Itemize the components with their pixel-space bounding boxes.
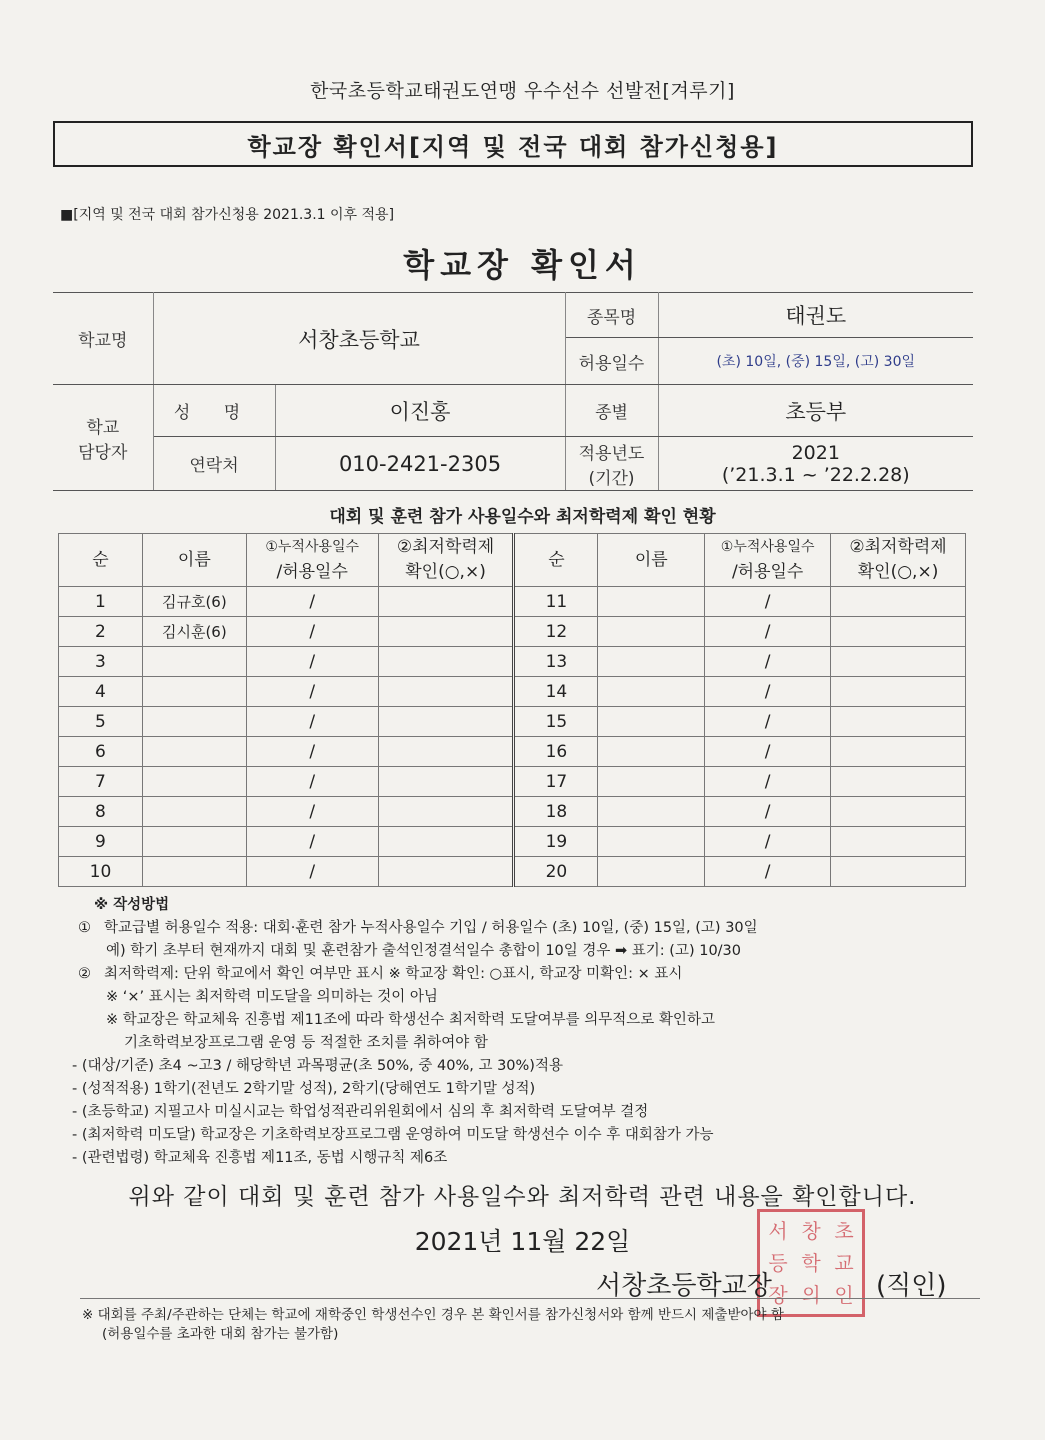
row-name [598, 767, 705, 797]
detail-5: - (관련법령) 학교체육 진흥법 제11조, 동법 시행규칙 제6조 [72, 1150, 448, 1166]
row-no: 3 [59, 647, 143, 677]
method-1: 학교급별 허용일수 적용: 대회·훈련 참가 누적사용일수 기입 / 허용일수 (초) 10일, (중) 15일, (고) 30일 [104, 920, 758, 936]
row-check [378, 737, 514, 767]
col-name: 이름 [142, 534, 246, 587]
row-check [831, 737, 966, 767]
row-days: / [705, 737, 831, 767]
seal-label: (직인) [876, 1271, 947, 1301]
row-name [142, 677, 246, 707]
row-days: / [246, 617, 378, 647]
seal-glyph: 초 [834, 1219, 854, 1243]
form-title-box: 학교장 확인서[지역 및 전국 대회 참가신청용] [53, 121, 973, 167]
row-name [598, 617, 705, 647]
row-days: / [246, 677, 378, 707]
row-no: 12 [514, 617, 598, 647]
col-days-2: /허용일수 [276, 562, 348, 582]
row-name [598, 797, 705, 827]
row-days: / [705, 707, 831, 737]
row-days: / [705, 767, 831, 797]
row-no: 8 [59, 797, 143, 827]
row-check [831, 827, 966, 857]
year-label-2: (기간) [588, 468, 635, 489]
row-no: 14 [514, 677, 598, 707]
row-days: / [705, 617, 831, 647]
document-title: 학교장 확인서 [403, 246, 642, 284]
school-value: 서창초등학교 [153, 293, 565, 385]
row-name: 김규호(6) [142, 587, 246, 617]
detail-1: - (대상/기준) 초4 ~고3 / 해당학년 과목평균(초 50%, 중 40%, 고 30%)적용 [72, 1058, 563, 1074]
row-no: 18 [514, 797, 598, 827]
row-check [378, 857, 514, 887]
seal-glyph: 등 [768, 1251, 788, 1275]
manager-label-1: 학교 [86, 417, 120, 438]
row-no: 9 [59, 827, 143, 857]
col-check-b [831, 534, 966, 587]
row-no: 17 [514, 767, 598, 797]
manager-label [53, 385, 153, 491]
row-days: / [705, 647, 831, 677]
method-1-mark: ① [78, 920, 91, 936]
row-days: / [705, 587, 831, 617]
seal-glyph: 학 [801, 1251, 821, 1275]
footer-divider [80, 1298, 980, 1299]
col-check [378, 534, 514, 587]
row-days: / [246, 797, 378, 827]
table-row [59, 797, 966, 827]
table-row [59, 617, 966, 647]
row-check [378, 677, 514, 707]
row-check [378, 587, 514, 617]
row-check [831, 857, 966, 887]
contact-value: 010-2421-2305 [275, 437, 565, 491]
allowed-days-label: 허용일수 [565, 338, 658, 385]
col-no: 순 [59, 534, 143, 587]
row-check [831, 767, 966, 797]
row-check [831, 707, 966, 737]
principal-name: 서창초등학교장 [596, 1271, 772, 1301]
row-no: 11 [514, 587, 598, 617]
col-days [246, 534, 378, 587]
row-no: 20 [514, 857, 598, 887]
row-name [142, 857, 246, 887]
contact-label: 연락처 [153, 437, 275, 491]
row-name [142, 737, 246, 767]
detail-3: - (초등학교) 지필고사 미실시교는 학업성적관리위원회에서 심의 후 최저학력 도달여부 결정 [72, 1104, 649, 1120]
row-no: 4 [59, 677, 143, 707]
method-2-note-b2: 기초학력보장프로그램 운영 등 적절한 조치를 취하여야 함 [124, 1035, 488, 1051]
footer-line-2: (허용일수를 초과한 대회 참가는 불가함) [102, 1326, 339, 1342]
table-row [59, 737, 966, 767]
row-days: / [246, 737, 378, 767]
method-2-note-b: ※ 학교장은 학교체육 진흥법 제11조에 따라 학생선수 최저학력 도달여부를 의무적으로 확인하고 [106, 1012, 715, 1028]
roster-table [58, 533, 966, 887]
year-label-1: 적용년도 [578, 443, 645, 464]
issue-date: 2021년 11월 22일 [414, 1227, 631, 1256]
footer-note [82, 1306, 972, 1344]
table-row [59, 767, 966, 797]
row-days: / [705, 797, 831, 827]
method-2: 최저학력제: 단위 학교에서 확인 여부만 표시 ※ 학교장 확인: ○표시, 학교장 미확인: × 표시 [104, 966, 683, 982]
organization-line: 한국초등학교태권도연맹 우수선수 선발전[겨루기] [310, 80, 735, 102]
row-check [831, 617, 966, 647]
roster-heading: 대회 및 훈련 참가 사용일수와 최저학력제 확인 현황 [329, 507, 716, 527]
row-name: 김시훈(6) [142, 617, 246, 647]
method-1-example: 예) 학기 초부터 현재까지 대회 및 훈련참가 출석인정결석일수 총합이 10일 경우 ➡ 표기: (고) 10/30 [106, 943, 742, 959]
official-seal [757, 1209, 865, 1317]
row-check [831, 677, 966, 707]
row-no: 16 [514, 737, 598, 767]
table-row [59, 857, 966, 887]
table-row [59, 647, 966, 677]
table-row [59, 677, 966, 707]
event-label: 종목명 [565, 293, 658, 338]
col-check-1: ②최저학력제 [396, 537, 495, 557]
row-days: / [246, 647, 378, 677]
row-name [142, 827, 246, 857]
row-check [378, 797, 514, 827]
detail-2: - (성적적용) 1학기(전년도 2학기말 성적), 2학기(당해연도 1학기말 성적) [72, 1081, 536, 1097]
row-check [378, 647, 514, 677]
row-no: 13 [514, 647, 598, 677]
seal-glyph: 인 [834, 1283, 854, 1307]
row-check [378, 827, 514, 857]
row-days: / [246, 827, 378, 857]
year-value-cell [658, 437, 973, 491]
row-name [598, 647, 705, 677]
row-name [142, 767, 246, 797]
row-name [142, 707, 246, 737]
row-days: / [246, 857, 378, 887]
table-row [59, 587, 966, 617]
method-title: ※ 작성방법 [94, 897, 170, 913]
year-value: 2021 [791, 441, 840, 464]
row-days: / [705, 677, 831, 707]
row-name [598, 737, 705, 767]
seal-glyph: 의 [801, 1283, 821, 1307]
detail-4: - (최저학력 미도달) 학교장은 기초학력보장프로그램 운영하여 미도달 학생선수 이수 후 대회참가 가능 [72, 1127, 714, 1143]
row-name [598, 587, 705, 617]
table-row [59, 827, 966, 857]
col-no-2: 순 [514, 534, 598, 587]
row-name [598, 827, 705, 857]
col-days-1b: ①누적사용일수 [720, 539, 815, 555]
row-no: 15 [514, 707, 598, 737]
col-check-2: 확인(○,×) [405, 562, 486, 582]
row-check [378, 617, 514, 647]
row-name [598, 677, 705, 707]
row-check [378, 767, 514, 797]
seal-glyph: 장 [768, 1283, 788, 1307]
method-2-note-a: ※ ‘×’ 표시는 최저학력 미도달을 의미하는 것이 아님 [106, 989, 438, 1005]
row-check [831, 587, 966, 617]
row-days: / [705, 857, 831, 887]
col-name-2: 이름 [598, 534, 705, 587]
row-check [831, 647, 966, 677]
division-label: 종별 [565, 385, 658, 437]
allowed-days-value: (초) 10일, (중) 15일, (고) 30일 [658, 338, 973, 385]
row-no: 1 [59, 587, 143, 617]
row-no: 10 [59, 857, 143, 887]
row-days: / [246, 587, 378, 617]
row-no: 19 [514, 827, 598, 857]
confirmation-statement: 위와 같이 대회 및 훈련 참가 사용일수와 최저학력 관련 내용을 확인합니다. [128, 1184, 917, 1210]
row-no: 6 [59, 737, 143, 767]
period-value: (’21.3.1 ~ ’22.2.28) [721, 463, 910, 486]
col-days-2b: /허용일수 [731, 562, 804, 582]
row-days: / [246, 707, 378, 737]
division-value: 초등부 [658, 385, 973, 437]
row-no: 5 [59, 707, 143, 737]
row-check [831, 797, 966, 827]
row-name [142, 647, 246, 677]
year-label [565, 437, 658, 491]
name-value: 이진홍 [275, 385, 565, 437]
method-2-mark: ② [78, 966, 91, 982]
seal-glyph: 창 [801, 1219, 821, 1243]
row-name [142, 797, 246, 827]
school-info-table [53, 292, 973, 491]
footer-line-1: ※ 대회를 주최/주관하는 단체는 학교에 재학중인 학생선수인 경우 본 확인서를 참가신청서와 함께 반드시 제출받아야 함 [82, 1307, 784, 1323]
row-no: 7 [59, 767, 143, 797]
name-label: 성 명 [153, 385, 275, 437]
applies-note: ■[지역 및 전국 대회 참가신청용 2021.3.1 이후 적용] [60, 207, 395, 223]
manager-label-2: 담당자 [78, 442, 128, 463]
col-days-b [705, 534, 831, 587]
col-days-1: ①누적사용일수 [265, 539, 360, 555]
seal-glyph: 교 [834, 1251, 854, 1275]
seal-glyph: 서 [768, 1219, 788, 1243]
table-row [59, 707, 966, 737]
row-days: / [705, 827, 831, 857]
row-check [378, 707, 514, 737]
writing-instructions [72, 894, 978, 1170]
row-name [598, 857, 705, 887]
row-days: / [246, 767, 378, 797]
school-label: 학교명 [53, 293, 153, 385]
row-name [598, 707, 705, 737]
col-check-1b: ②최저학력제 [849, 537, 947, 557]
event-value: 태권도 [658, 293, 973, 338]
row-no: 2 [59, 617, 143, 647]
col-check-2b: 확인(○,×) [857, 562, 939, 582]
